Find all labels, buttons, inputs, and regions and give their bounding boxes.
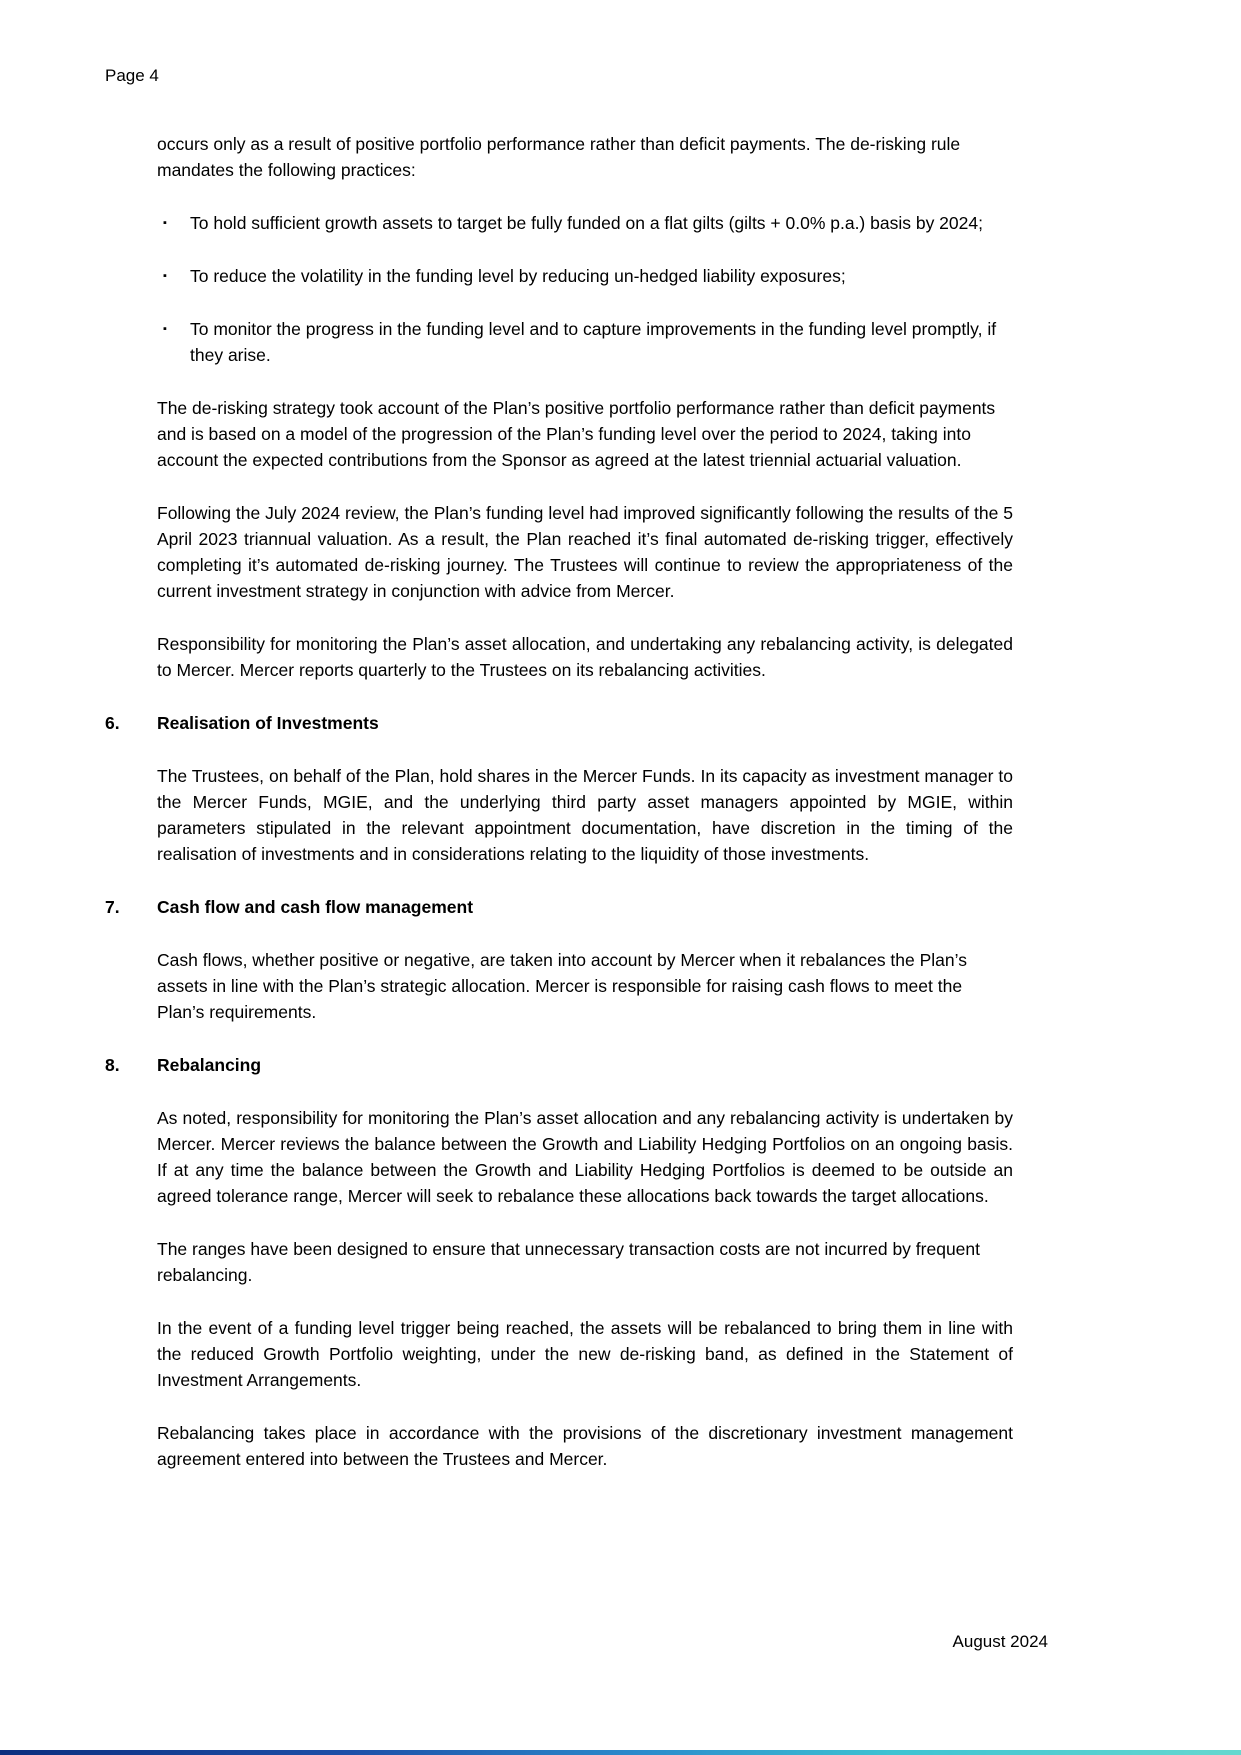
paragraph-ranges: The ranges have been designed to ensure that unnecessary transaction costs are not incurred by frequent rebalancing.	[157, 1239, 981, 1285]
document-body	[105, 131, 1013, 1499]
section-number: 7.	[105, 897, 120, 917]
section-number: 8.	[105, 1055, 120, 1075]
bullet-square-icon: ▪	[163, 270, 167, 282]
bullet-item	[157, 316, 1013, 368]
section-heading-realisation	[105, 710, 1013, 736]
bullet-square-icon: ▪	[163, 217, 167, 229]
section-title: Cash flow and cash flow management	[157, 897, 474, 917]
paragraph-rebalancing-provisions: Rebalancing takes place in accordance with the provisions of the discretionary investment management agreement entered into between the Trustees and Mercer.	[157, 1423, 1013, 1469]
section-number: 6.	[105, 713, 120, 733]
bullet-item	[157, 263, 1013, 289]
section-title: Rebalancing	[157, 1055, 262, 1075]
footer-date: August 2024	[952, 1632, 1048, 1651]
paragraph-following-review: Following the July 2024 review, the Plan’s funding level had improved significantly following the results of the 5 April 2023 triannual valuation. As a result, the Plan reached it’s final automated de-risking trigger, effectively completing it’s automated de-risking journey. The Trustees will continue to review the appropriateness of the current investment strategy in conjunction with advice from Mercer.	[157, 503, 1013, 601]
bullet-square-icon: ▪	[163, 323, 167, 335]
bullet-text: To monitor the progress in the funding level and to capture improvements in the funding level promptly, if they arise.	[190, 319, 997, 365]
paragraph-funding-trigger: In the event of a funding level trigger being reached, the assets will be rebalanced to bring them in line with the reduced Growth Portfolio weighting, under the new de-risking band, as defined in the Statement of Investment Arrangements.	[157, 1318, 1013, 1390]
bottom-gradient-bar	[0, 1750, 1241, 1755]
paragraph-as-noted: As noted, responsibility for monitoring the Plan’s asset allocation and any rebalancing activity is undertaken by Mercer. Mercer reviews the balance between the Growth and Liability Hedging Portfolios on an ongoing basis. If at any time the balance between the Growth and Liability Hedging Portfolios is deemed to be outside an agreed tolerance range, Mercer will seek to rebalance these allocations back towards the target allocations.	[157, 1108, 1013, 1206]
section-heading-rebalancing	[105, 1052, 1013, 1078]
paragraph-derisking-strategy: The de-risking strategy took account of the Plan’s positive portfolio performance rather than deficit payments and is based on a model of the progression of the Plan’s funding level over the period to 2024, taking into account the expected contributions from the Sponsor as agreed at the latest triennial actuarial valuation.	[157, 398, 996, 470]
bullet-text: To reduce the volatility in the funding level by reducing un-hedged liability exposures;	[190, 266, 846, 286]
paragraph-responsibility: Responsibility for monitoring the Plan’s asset allocation, and undertaking any rebalancing activity, is delegated to Mercer. Mercer reports quarterly to the Trustees on its rebalancing activities.	[157, 634, 1013, 680]
section-title: Realisation of Investments	[157, 713, 379, 733]
page-number-label: Page 4	[105, 66, 159, 85]
bullet-text: To hold sufficient growth assets to target be fully funded on a flat gilts (gilts + 0.0% p.a.) basis by 2024;	[190, 213, 983, 233]
section-heading-cash-flow	[105, 894, 1013, 920]
paragraph-realisation: The Trustees, on behalf of the Plan, hold shares in the Mercer Funds. In its capacity as investment manager to the Mercer Funds, MGIE, and the underlying third party asset managers appointed by MGIE, within parameters stipulated in the relevant appointment documentation, have discretion in the timing of the realisation of investments and in considerations relating to the liquidity of those investments.	[157, 766, 1013, 864]
paragraph-intro: occurs only as a result of positive portfolio performance rather than deficit payments. The de-risking rule mandates the following practices:	[157, 134, 961, 180]
bullet-item	[157, 210, 1013, 236]
paragraph-cash-flows: Cash flows, whether positive or negative, are taken into account by Mercer when it rebalances the Plan’s assets in line with the Plan’s strategic allocation. Mercer is responsible for raising cash flows to meet the Plan’s requirements.	[157, 950, 967, 1022]
